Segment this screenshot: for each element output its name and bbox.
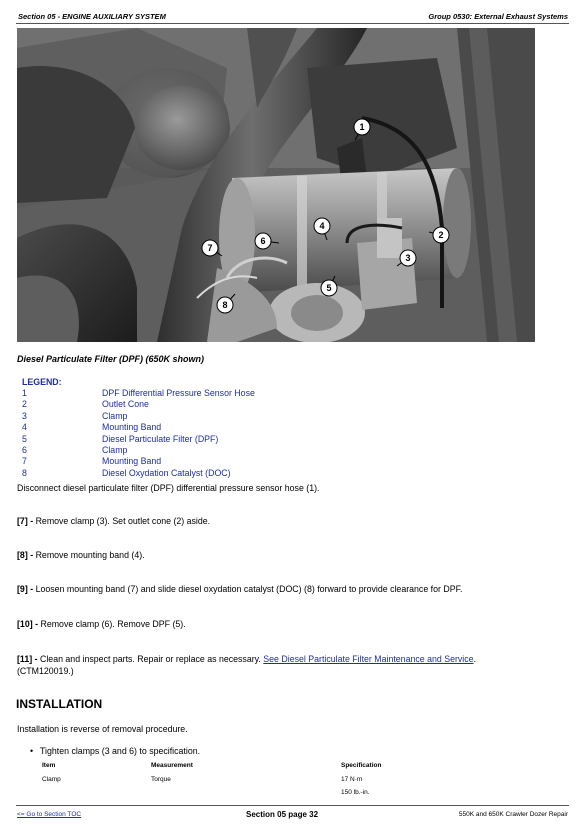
callout-2: [433, 227, 449, 243]
svg-text:5: 5: [326, 283, 332, 293]
legend-description: Mounting Band: [102, 422, 162, 433]
step-11-reference: (CTM120019.): [17, 666, 74, 676]
step-text: Loosen mounting band (7) and slide diesel oxydation catalyst (DOC) (8) forward to provide clearance for DPF.: [33, 584, 463, 594]
column-measurement: [151, 762, 193, 802]
legend-description: Outlet Cone: [102, 399, 149, 410]
cell: 150 lb.-in.: [341, 789, 370, 796]
legend-item[interactable]: [22, 467, 231, 479]
dpf-engine-photo: [17, 28, 535, 342]
legend-number: 6: [22, 444, 27, 455]
toc-link[interactable]: <= Go to Section TOC: [17, 811, 82, 818]
installation-bullet: [30, 746, 200, 756]
header-group: Group 0530: External Exhaust Systems: [428, 12, 568, 21]
legend-description: Clamp: [102, 444, 128, 455]
step-7: [17, 516, 210, 526]
legend-description: Diesel Oxydation Catalyst (DOC): [102, 467, 231, 478]
svg-text:8: 8: [222, 300, 228, 310]
legend-number: 3: [22, 410, 27, 421]
legend-item[interactable]: [22, 399, 149, 410]
legend-description: DPF Differential Pressure Sensor Hose: [102, 388, 255, 398]
legend-item[interactable]: [22, 456, 162, 467]
header-specification: Specification: [341, 762, 382, 769]
step-11: [17, 654, 476, 664]
legend-number: 5: [22, 433, 27, 444]
legend-item[interactable]: [22, 388, 255, 399]
footer-divider: [16, 805, 569, 806]
step-number: [9] -: [17, 584, 34, 594]
header-item: Item: [42, 762, 56, 769]
installation-text: Installation is reverse of removal procedure.: [17, 724, 188, 734]
svg-text:6: 6: [260, 236, 266, 246]
step-number: [8] -: [17, 550, 34, 560]
page-number: Section 05 page 32: [246, 810, 319, 819]
legend-item[interactable]: [22, 433, 219, 445]
bullet-text: Tighten clamps (3 and 6) to specification.: [40, 746, 201, 756]
callout-7: [202, 240, 218, 256]
legend-number: 1: [22, 388, 27, 398]
step-text: Clean and inspect parts. Repair or replace as necessary.: [37, 654, 264, 664]
cell: [42, 789, 61, 802]
legend-description: Clamp: [102, 410, 128, 421]
cell: Clamp: [42, 776, 61, 783]
bullet-icon: •: [30, 746, 34, 756]
legend-number: 7: [22, 456, 27, 467]
cell: 17 N·m: [341, 776, 363, 783]
column-specification: [341, 762, 381, 802]
legend-item[interactable]: [22, 410, 128, 422]
step-9: [17, 584, 462, 594]
step-number: [10] -: [17, 619, 39, 629]
step-intro: Disconnect diesel particulate filter (DPF) differential pressure sensor hose (1).: [17, 483, 320, 493]
cell: Torque: [151, 776, 171, 783]
legend-number: 8: [22, 467, 27, 478]
legend: [22, 377, 255, 479]
callout-3: [400, 250, 416, 266]
svg-text:7: 7: [207, 243, 213, 253]
header-section: Section 05 - ENGINE AUXILIARY SYSTEM: [18, 12, 166, 21]
legend-number: 4: [22, 422, 27, 433]
column-item: [42, 762, 61, 802]
step-10: [17, 619, 186, 629]
step-8: [17, 550, 145, 560]
step-text: Remove mounting band (4).: [33, 550, 145, 560]
svg-text:4: 4: [319, 221, 325, 231]
callout-1: [354, 119, 370, 135]
header-divider: [16, 23, 569, 24]
dpf-maintenance-link[interactable]: See Diesel Particulate Filter Maintenance and Service: [263, 654, 474, 664]
svg-text:1: 1: [359, 122, 365, 132]
legend-item[interactable]: [22, 422, 162, 433]
step-text-end: .: [473, 654, 477, 664]
legend-number: 2: [22, 399, 27, 410]
document-title: 550K and 650K Crawler Dozer Repair: [458, 811, 568, 818]
svg-text:3: 3: [405, 253, 411, 263]
cell: [151, 789, 193, 802]
step-number: [11] -: [17, 654, 38, 664]
legend-description: Diesel Particulate Filter (DPF): [102, 433, 219, 444]
step-number: [7] -: [17, 516, 34, 526]
header-measurement: Measurement: [151, 762, 193, 769]
legend-description: Mounting Band: [102, 456, 162, 467]
callout-4: [314, 218, 330, 234]
callout-6: [255, 233, 271, 249]
legend-item[interactable]: [22, 444, 128, 456]
figure-caption: Diesel Particulate Filter (DPF) (650K shown): [17, 354, 205, 364]
callout-5: [321, 280, 337, 296]
step-text: Remove clamp (3). Set outlet cone (2) aside.: [33, 516, 211, 526]
legend-title: LEGEND:: [22, 377, 62, 387]
callout-8: [217, 297, 233, 313]
step-text: Remove clamp (6). Remove DPF (5).: [38, 619, 186, 629]
svg-text:2: 2: [438, 230, 444, 240]
installation-heading: INSTALLATION: [16, 697, 103, 711]
